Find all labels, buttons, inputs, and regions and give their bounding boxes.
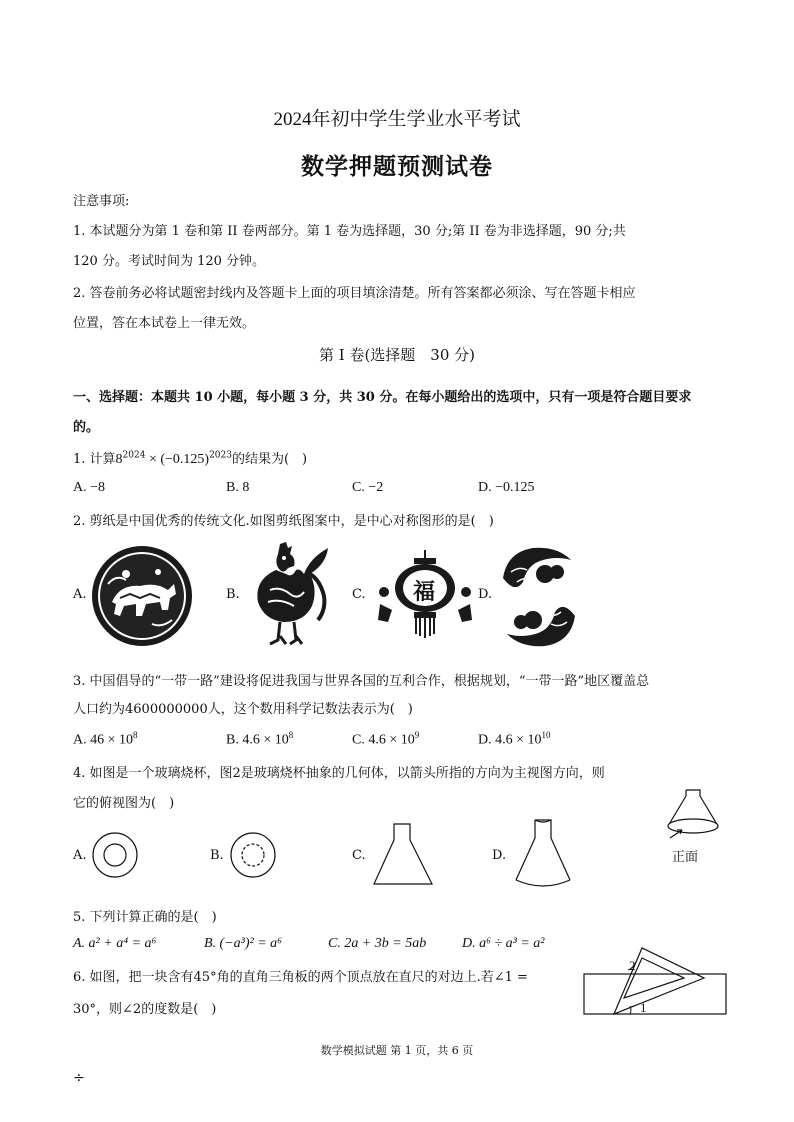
q3-a-exp: 8 — [133, 730, 138, 740]
q1-option-c[interactable]: C. −2 — [352, 480, 384, 495]
section-instruction-1: 一、选择题：本题共 10 小题，每小题 3 分，共 30 分。在每小题给出的选项中，只有一项是符合题目要求 — [73, 390, 692, 405]
section-instruction-2: 的。 — [73, 420, 100, 435]
q4-c-figure — [370, 822, 436, 888]
q2-stem: 2. 剪纸是中国优秀的传统文化.如图剪纸图案中，是中心对称图形的是( ) — [73, 514, 494, 529]
front-view-label: 正面 — [672, 850, 699, 865]
q1-stem — [73, 448, 307, 468]
q5-option-c[interactable]: C. 2a + 3b = 5ab — [328, 936, 427, 951]
q1-option-a[interactable]: A. −8 — [73, 480, 106, 495]
angle-1-label: 1 — [640, 1000, 647, 1015]
notice-heading: 注意事项: — [73, 194, 130, 209]
q4-stem-2: 它的俯视图为( ) — [73, 796, 175, 811]
q3-option-c[interactable] — [352, 730, 419, 749]
q3-c-exp: 9 — [414, 730, 420, 740]
q3-option-b[interactable] — [226, 730, 293, 749]
ox-papercut-image — [90, 544, 194, 648]
q1-post: 的结果为( ) — [231, 452, 308, 467]
exam-title: 2024年初中学生学业水平考试 — [273, 109, 521, 130]
q3-option-d[interactable] — [478, 730, 551, 749]
q5-stem: 5. 下列计算正确的是( ) — [73, 910, 217, 925]
q4-d-figure — [510, 816, 576, 892]
notice-line-2: 120 分。考试时间为 120 分钟。 — [73, 254, 266, 269]
q6-stem-1: 6. 如图，把一块含有45°角的直角三角板的两个顶点放在直尺的对边上.若∠1 = — [73, 970, 528, 985]
q5-option-a[interactable]: A. a² + a⁴ = a⁶ — [73, 936, 157, 951]
footer-mark: ÷ — [73, 1070, 85, 1086]
q1-exp1: 2024 — [122, 450, 146, 461]
q3-b-exp: 8 — [288, 730, 294, 740]
q3-a-text: A. 46 × 10 — [73, 732, 134, 748]
q4-option-d[interactable]: D. — [492, 848, 507, 863]
section-title: 第 I 卷(选择题 30 分) — [318, 346, 476, 364]
q3-c-text: C. 4.6 × 10 — [352, 732, 415, 748]
q3-stem-1: 3. 中国倡导的“一带一路”建设将促进我国与世界各国的互利合作，根据规划，“一带一路”地区覆盖总 — [73, 674, 650, 689]
rooster-papercut-image — [240, 540, 334, 648]
q4-a-figure — [90, 830, 140, 880]
q2-option-a[interactable]: A. — [73, 587, 87, 602]
q3-b-text: B. 4.6 × 10 — [226, 732, 289, 748]
notice-line-1: 1. 本试题分为第 1 卷和第 II 卷两部分。第 1 卷为选择题，30 分;第 II 卷为非选择题，90 分;共 — [73, 224, 626, 239]
notice-line-4: 位置，答在本试卷上一律无效。 — [73, 316, 256, 331]
q1-mid: × (−0.125) — [145, 452, 210, 467]
angle-2-label: 2 — [629, 958, 636, 973]
q4-option-c[interactable]: C. — [352, 848, 366, 863]
q3-stem-2: 人口约为4600000000人，这个数用科学记数法表示为( ) — [73, 702, 413, 717]
q3-d-exp: 10 — [541, 730, 551, 740]
q1-option-d[interactable]: D. −0.125 — [478, 480, 535, 495]
page-footer: 数学模拟试题 第 1 页，共 6 页 — [320, 1044, 474, 1057]
beaker-figure — [660, 788, 726, 844]
q4-option-b[interactable]: B. — [210, 848, 224, 863]
q5-option-d[interactable]: D. a⁶ ÷ a³ = a² — [462, 936, 545, 951]
q1-exp2: 2023 — [209, 450, 232, 461]
q3-d-text: D. 4.6 × 10 — [478, 732, 542, 748]
q1-option-b[interactable]: B. 8 — [226, 480, 250, 495]
q4-b-figure — [228, 830, 278, 880]
q1-base: 8 — [115, 452, 123, 467]
notice-line-3: 2. 答卷前务必将试题密封线内及答题卡上面的项目填涂清楚。所有答案都必须涂、写在答题卡相应 — [73, 286, 636, 301]
q3-option-a[interactable] — [73, 730, 138, 749]
ruler-triangle-figure — [580, 940, 730, 1020]
exam-subtitle: 数学押题预测试卷 — [301, 153, 493, 180]
gourd-papercut-image — [497, 542, 581, 652]
q2-option-c[interactable]: C. — [352, 587, 366, 602]
q4-stem-1: 4. 如图是一个玻璃烧杯，图2是玻璃烧杯抽象的几何体，以箭头所指的方向为主视图方向，则 — [73, 766, 605, 781]
q2-option-d[interactable]: D. — [478, 587, 493, 602]
q1-pre: 1. 计算 — [73, 452, 116, 467]
q2-option-b[interactable]: B. — [226, 587, 240, 602]
lantern-fu-character: 福 — [413, 579, 436, 605]
q5-option-b[interactable]: B. (−a³)² = a⁶ — [204, 936, 283, 951]
q4-option-a[interactable]: A. — [73, 848, 87, 863]
q6-stem-2: 30°，则∠2的度数是( ) — [73, 1002, 217, 1017]
